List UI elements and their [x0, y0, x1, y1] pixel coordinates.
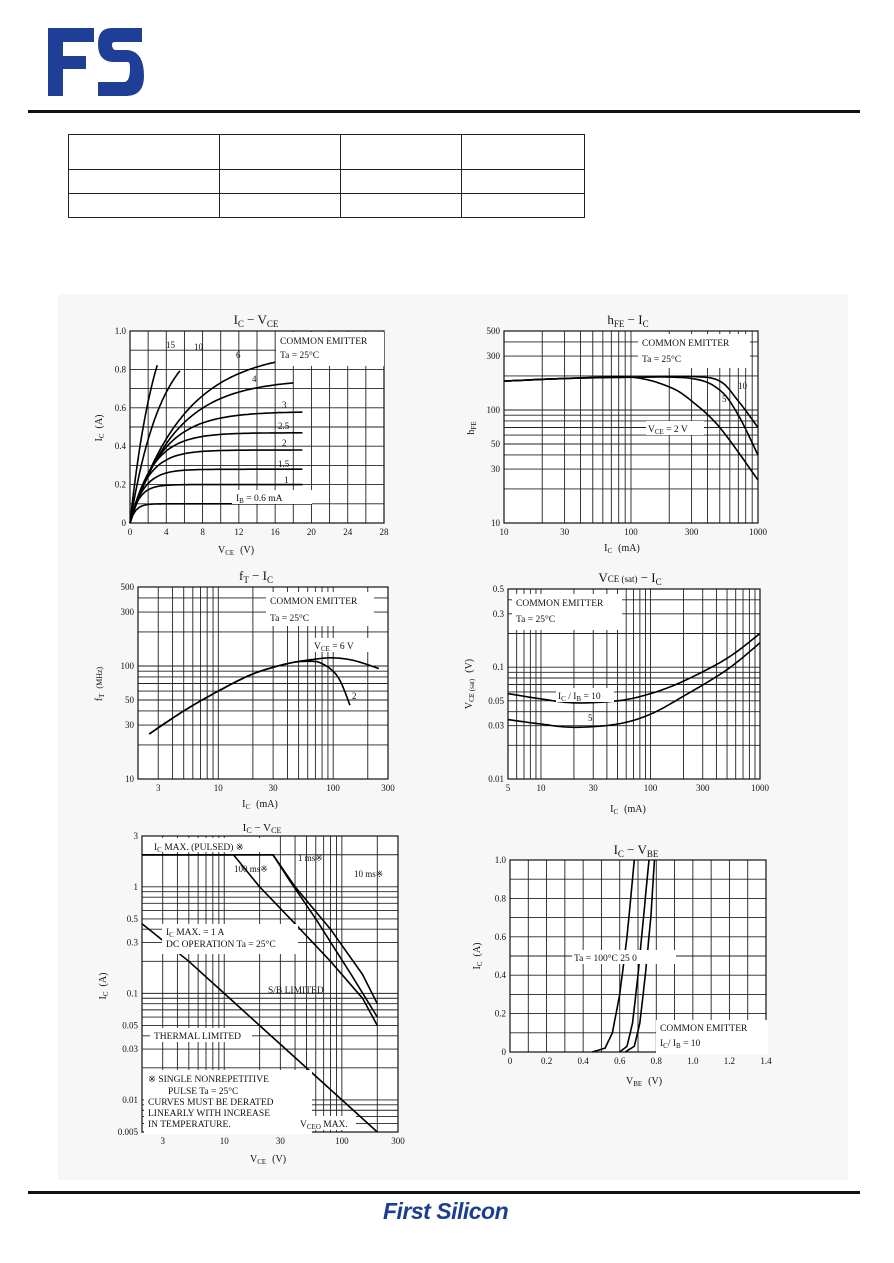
y-tick-label: 30: [125, 720, 134, 731]
y-tick-label: 0.03: [122, 1044, 138, 1055]
legend-line: COMMON EMITTER: [270, 597, 358, 607]
legend-line: COMMON EMITTER: [280, 337, 368, 347]
y-tick-label: 0: [121, 518, 126, 528]
table-cell: [462, 194, 585, 218]
fs-logo: [48, 26, 144, 98]
series-label: 1: [284, 475, 289, 485]
x-tick-label: 30: [588, 783, 598, 793]
y-tick-label: 0.2: [114, 479, 126, 490]
x-tick-label: 5: [505, 783, 511, 793]
x-tick-label: 30: [560, 527, 570, 537]
x-tick-label: 8: [200, 527, 205, 537]
x-tick-label: 10: [213, 783, 223, 793]
spec-table: [68, 134, 585, 218]
y-tick-label: 1: [133, 881, 138, 892]
footer-brand-text: First Silicon: [383, 1198, 509, 1224]
series-label: 1.5: [278, 459, 290, 469]
table-cell: [341, 135, 462, 170]
ratio-label: $I_C / I_B = 10$: [558, 692, 601, 703]
y-axis-label: $f_T^{(MHz)}$: [94, 666, 106, 702]
x-tick-label: 300: [695, 783, 710, 793]
x-tick-label: 100: [624, 527, 638, 537]
y-tick-label: 0.005: [117, 1127, 138, 1137]
x-tick-label: 300: [381, 783, 395, 793]
series-label: 10: [738, 381, 747, 391]
x-axis-label: $V_{CE}$ (V): [249, 1154, 287, 1166]
y-tick-label: 500: [486, 326, 500, 336]
note-line: PULSE Ta = 25°C: [168, 1087, 239, 1097]
y-tick-label: 0.6: [114, 402, 126, 413]
x-tick-label: 12: [234, 527, 244, 537]
chart-vcesat-ic: [462, 566, 782, 816]
chart-title: IC − VCE: [242, 822, 282, 835]
y-tick-label: 0.8: [114, 364, 126, 375]
y-tick-label: 0.5: [126, 913, 138, 924]
vce-label: $V_{CE} = 2$ V: [648, 425, 688, 436]
legend-line: COMMON EMITTER: [516, 599, 604, 609]
table-cell: [69, 194, 220, 218]
x-tick-label: 3: [160, 1136, 165, 1146]
x-tick-label: 4: [164, 527, 169, 537]
y-tick-label: 0.3: [492, 608, 504, 619]
y-tick-label: 50: [125, 695, 134, 706]
chart-ft-ic: [90, 566, 410, 816]
chart-title: $I_C - V_{BE}$: [613, 842, 659, 859]
thermal-label: THERMAL LIMITED: [154, 1032, 241, 1042]
ratio-label: $I_C/$ $I_B = 10$: [660, 1039, 701, 1050]
y-tick-label: 1.0: [114, 326, 126, 336]
footer-rule: [28, 1191, 860, 1194]
header-rule: [28, 110, 860, 113]
y-axis-label: $I_C(A)$: [98, 972, 110, 1000]
table-cell: [341, 194, 462, 218]
table-cell: [341, 170, 462, 194]
series-label: 3: [282, 400, 287, 410]
series-label: 6: [236, 350, 241, 360]
x-axis-label: $I_C$ (mA): [610, 804, 646, 816]
y-tick-label: 30: [491, 464, 500, 475]
x-tick-label: 300: [684, 527, 699, 537]
x-tick-label: 1.0: [687, 1056, 699, 1066]
series-label: 5: [588, 713, 593, 723]
legend-line: Ta = 25°C: [280, 351, 320, 361]
x-tick-label: 3: [155, 783, 161, 793]
x-tick-label: 0.2: [540, 1056, 553, 1066]
x-tick-label: 16: [270, 527, 280, 537]
y-tick-label: 50: [491, 439, 500, 450]
chart-title: VCE $(sat) - I_C$: [598, 570, 662, 587]
x-tick-label: 10: [499, 527, 509, 537]
ib-label: $I_B = 0.6$ mA: [236, 494, 283, 505]
note-line: CURVES MUST BE DERATED: [148, 1098, 274, 1108]
y-tick-label: 100: [120, 660, 134, 671]
table-cell: [220, 170, 341, 194]
x-tick-label: 0: [127, 527, 133, 537]
legend-box: [512, 594, 622, 630]
y-tick-label: 0.5: [492, 584, 504, 594]
pulsed-label: $I_C$ MAX. (PULSED) ※: [154, 843, 244, 854]
x-axis-label: $V_{CE}$ (V): [217, 545, 255, 557]
y-axis-label: $V_{CE (sat)}(V)$: [464, 658, 476, 710]
y-tick-label: 300: [120, 607, 134, 618]
series-label: 2.5: [278, 421, 290, 431]
y-tick-label: 0.05: [488, 695, 504, 706]
chart-title: $h_{FE} - I_C$: [607, 312, 649, 329]
chart-title: $I_C - V_{CE}$: [233, 312, 279, 329]
y-tick-label: 0.05: [122, 1020, 138, 1031]
legend-box: [656, 1020, 768, 1054]
x-tick-label: 28: [379, 527, 389, 537]
legend-box: [638, 334, 750, 368]
legend-line: Ta = 25°C: [270, 614, 310, 624]
x-tick-label: 30: [268, 783, 278, 793]
vce-label: $V_{CE} = 6$ V: [314, 642, 354, 653]
x-tick-label: 24: [343, 527, 353, 537]
footer-brand: [383, 1198, 535, 1226]
vceo-label: $V_{CEO}$ MAX.: [300, 1120, 348, 1131]
series-label: 15: [166, 340, 175, 350]
series-label: 2: [282, 438, 287, 448]
y-tick-label: 10: [491, 518, 500, 528]
note-line: IN TEMPERATURE.: [148, 1120, 231, 1130]
x-tick-label: 0: [507, 1056, 513, 1066]
table-cell: [462, 135, 585, 170]
x-tick-label: 100: [335, 1136, 349, 1146]
x-tick-label: 0.8: [650, 1056, 662, 1066]
legend-line: Ta = 25°C: [516, 615, 556, 625]
x-tick-label: 10: [219, 1136, 229, 1146]
legend-line: COMMON EMITTER: [660, 1024, 748, 1034]
y-tick-label: 0.01: [122, 1094, 138, 1105]
note-line: LINEARLY WITH INCREASE: [148, 1109, 271, 1119]
x-tick-label: 20: [306, 527, 316, 537]
y-tick-label: 0.03: [488, 720, 504, 731]
note-line: ※ SINGLE NONREPETITIVE: [148, 1075, 269, 1085]
x-axis-label: $I_C$ (mA): [242, 799, 278, 811]
x-tick-label: 1.4: [760, 1056, 772, 1066]
y-tick-label: 0.01: [488, 774, 504, 784]
y-tick-label: 3: [133, 831, 138, 841]
x-tick-label: 100: [326, 783, 340, 793]
y-tick-label: 0.4: [114, 441, 126, 452]
series-label: 5: [722, 394, 727, 404]
series-label: 2: [352, 691, 357, 701]
y-tick-label: 0: [501, 1047, 506, 1057]
y-tick-label: 1.0: [494, 855, 506, 865]
x-axis-label: $I_C$ (mA): [604, 543, 640, 555]
chart-ic-vce: [90, 310, 410, 560]
y-tick-label: 100: [486, 404, 500, 415]
x-tick-label: 30: [275, 1136, 285, 1146]
temp-label: Ta = 100°C 25 0: [574, 954, 637, 964]
legend-line: COMMON EMITTER: [642, 339, 730, 349]
legend-box: [276, 332, 384, 366]
table-cell: [220, 194, 341, 218]
chart-title: $f_T - I_C$: [238, 568, 274, 585]
x-tick-label: 100: [643, 783, 658, 793]
y-tick-label: 10: [125, 774, 134, 784]
series-label: 10: [194, 342, 203, 352]
legend-line: Ta = 25°C: [642, 355, 682, 365]
table-cell: [220, 135, 341, 170]
chart-ic-vbe: [468, 838, 778, 1088]
time-label: 10 ms※: [354, 869, 384, 879]
y-axis-label: $I_C(A)$: [94, 414, 106, 442]
dc-label: $I_C$ MAX. = 1 A: [166, 928, 225, 939]
x-tick-label: 0.4: [577, 1056, 589, 1066]
y-axis-label: $I_C(A)$: [472, 942, 484, 970]
sb-label: S/B LIMITED: [268, 986, 324, 996]
chart-safe-operating-area: [92, 820, 412, 1170]
series-label: 4: [252, 374, 257, 384]
table-cell: [69, 170, 220, 194]
x-tick-label: 300: [391, 1136, 405, 1146]
x-axis-label: $V_{BE}$ (V): [625, 1076, 663, 1088]
x-tick-label: 1000: [749, 527, 767, 537]
legend-box: [266, 592, 374, 626]
y-axis-label: $h_{FE}$: [466, 421, 478, 435]
y-tick-label: 0.3: [126, 937, 138, 948]
y-tick-label: 0.1: [126, 988, 138, 999]
time-label: 100 ms※: [234, 864, 268, 874]
chart-hfe-ic: [462, 310, 782, 560]
time-label: 1 ms※: [298, 853, 323, 863]
dc-label: DC OPERATION Ta = 25°C: [166, 940, 276, 950]
y-tick-label: 500: [120, 582, 134, 592]
x-tick-label: 0.6: [614, 1056, 626, 1066]
y-tick-label: 0.2: [494, 1008, 506, 1019]
y-tick-label: 0.1: [492, 662, 504, 673]
y-tick-label: 0.8: [494, 893, 506, 904]
table-cell: [69, 135, 220, 170]
y-tick-label: 0.6: [494, 931, 506, 942]
y-tick-label: 300: [486, 351, 500, 362]
x-tick-label: 1000: [751, 783, 769, 793]
x-tick-label: 10: [536, 783, 546, 793]
y-tick-label: 0.4: [494, 970, 506, 981]
table-cell: [462, 170, 585, 194]
x-tick-label: 1.2: [723, 1056, 736, 1066]
